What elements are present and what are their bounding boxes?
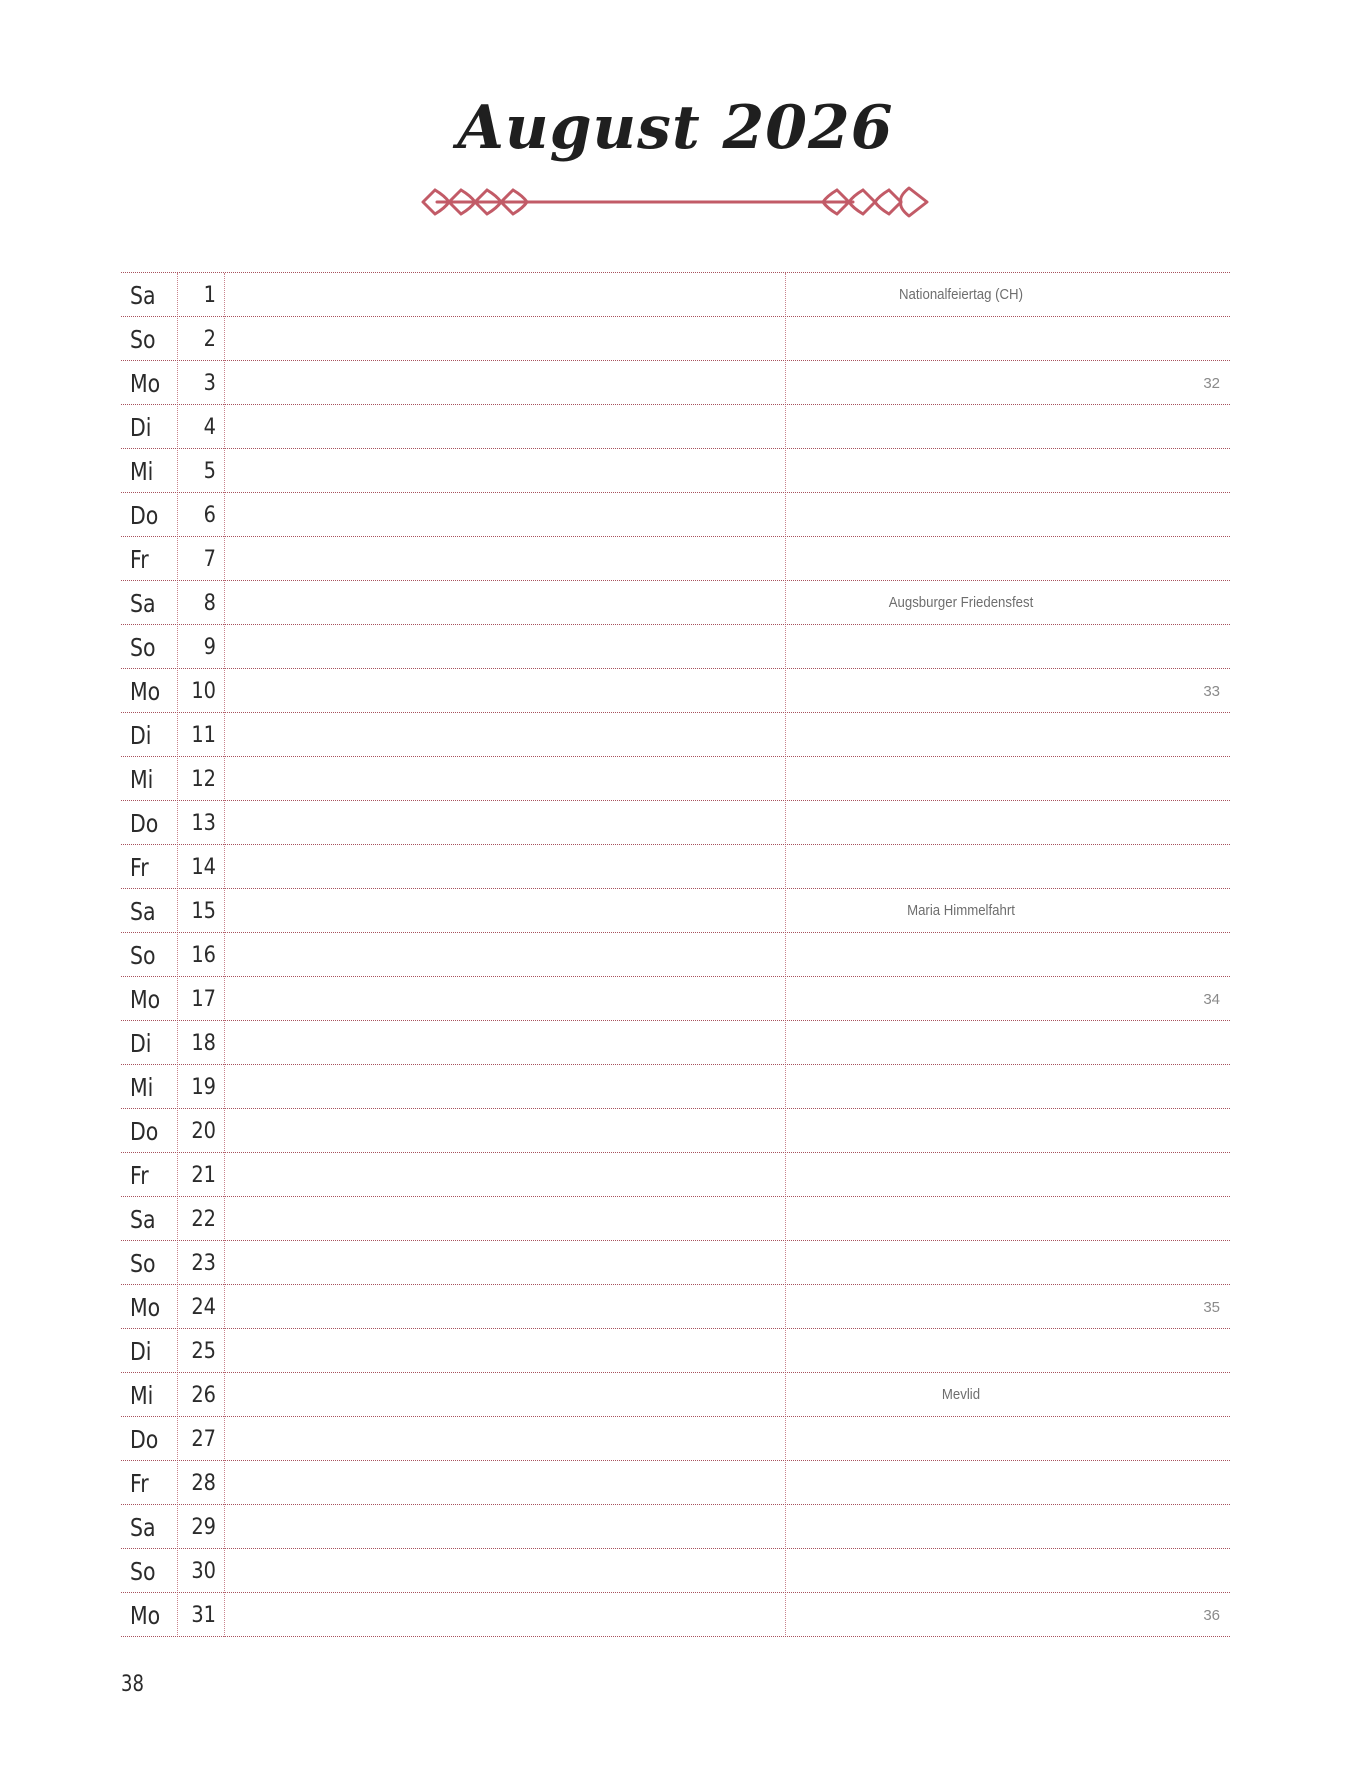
calendar-row[interactable] — [121, 1593, 1230, 1637]
calendar-row[interactable] — [121, 1373, 1230, 1417]
day-number: 8 — [203, 591, 216, 616]
calendar-row[interactable] — [121, 1285, 1230, 1329]
day-number: 29 — [191, 1515, 216, 1540]
weekday-label: Sa — [130, 897, 156, 926]
calendar-row[interactable] — [121, 977, 1230, 1021]
day-number: 4 — [203, 415, 216, 440]
weekday-label: So — [130, 1557, 156, 1586]
calendar-row[interactable] — [121, 1197, 1230, 1241]
calendar-row[interactable] — [121, 889, 1230, 933]
calendar-row[interactable] — [121, 1461, 1230, 1505]
day-number: 25 — [191, 1339, 216, 1364]
calendar-row[interactable] — [121, 449, 1230, 493]
weekday-label: Fr — [130, 1469, 149, 1498]
weekday-label: Di — [130, 721, 152, 750]
weekday-label: Mo — [130, 369, 161, 398]
day-number: 12 — [191, 767, 216, 792]
day-number: 11 — [191, 723, 216, 748]
weekday-label: Mi — [130, 765, 154, 794]
week-number: 34 — [1203, 991, 1220, 1008]
weekday-label: Di — [130, 1337, 152, 1366]
calendar-row[interactable] — [121, 933, 1230, 977]
holiday-label: Mevlid — [941, 1386, 981, 1403]
weekday-label: Mi — [130, 1073, 154, 1102]
calendar-row[interactable] — [121, 1505, 1230, 1549]
weekday-label: Mo — [130, 677, 161, 706]
day-number: 30 — [191, 1559, 216, 1584]
calendar-row[interactable] — [121, 581, 1230, 625]
day-number: 23 — [191, 1251, 216, 1276]
day-number: 26 — [191, 1383, 216, 1408]
calendar-row[interactable] — [121, 1153, 1230, 1197]
week-number: 32 — [1203, 375, 1220, 392]
day-number: 6 — [203, 503, 216, 528]
holiday-label: Nationalfeiertag (CH) — [899, 286, 1023, 303]
day-number: 21 — [191, 1163, 216, 1188]
weekday-label: So — [130, 633, 156, 662]
day-number: 7 — [203, 547, 216, 572]
weekday-label: Sa — [130, 589, 156, 618]
day-number: 10 — [191, 679, 216, 704]
calendar-row[interactable] — [121, 845, 1230, 889]
day-number: 3 — [203, 371, 216, 396]
day-number: 14 — [191, 855, 216, 880]
arrow-divider-icon — [405, 182, 945, 222]
calendar-row[interactable] — [121, 669, 1230, 713]
weekday-label: Sa — [130, 1513, 156, 1542]
calendar-row[interactable] — [121, 273, 1230, 317]
weekday-label: Di — [130, 413, 152, 442]
week-number: 35 — [1203, 1299, 1220, 1316]
weekday-label: So — [130, 1249, 156, 1278]
page-number: 38 — [121, 1672, 144, 1697]
day-number: 20 — [191, 1119, 216, 1144]
week-number: 33 — [1203, 683, 1220, 700]
calendar-row[interactable] — [121, 361, 1230, 405]
calendar-row[interactable] — [121, 801, 1230, 845]
holiday-label: Maria Himmelfahrt — [907, 902, 1015, 919]
day-number: 31 — [191, 1603, 216, 1628]
weekday-label: Mo — [130, 1601, 161, 1630]
calendar-row[interactable] — [121, 713, 1230, 757]
day-number: 28 — [191, 1471, 216, 1496]
day-number: 15 — [191, 899, 216, 924]
page-title: August 2026 — [457, 93, 894, 163]
calendar-row[interactable] — [121, 1329, 1230, 1373]
weekday-label: So — [130, 941, 156, 970]
weekday-label: So — [130, 325, 156, 354]
day-number: 19 — [191, 1075, 216, 1100]
day-number: 1 — [203, 283, 216, 308]
day-number: 27 — [191, 1427, 216, 1452]
calendar-row[interactable] — [121, 625, 1230, 669]
week-number: 36 — [1203, 1607, 1220, 1624]
weekday-label: Do — [130, 501, 159, 530]
calendar-row[interactable] — [121, 1241, 1230, 1285]
calendar-row[interactable] — [121, 1109, 1230, 1153]
calendar-row[interactable] — [121, 405, 1230, 449]
weekday-label: Sa — [130, 281, 156, 310]
day-number: 13 — [191, 811, 216, 836]
day-number: 16 — [191, 943, 216, 968]
weekday-label: Fr — [130, 545, 149, 574]
weekday-label: Do — [130, 1425, 159, 1454]
calendar-row[interactable] — [121, 493, 1230, 537]
calendar-row[interactable] — [121, 1065, 1230, 1109]
calendar-row[interactable] — [121, 1549, 1230, 1593]
weekday-label: Fr — [130, 1161, 149, 1190]
weekday-label: Mi — [130, 1381, 154, 1410]
weekday-label: Di — [130, 1029, 152, 1058]
calendar-row[interactable] — [121, 1021, 1230, 1065]
weekday-label: Fr — [130, 853, 149, 882]
day-number: 17 — [191, 987, 216, 1012]
weekday-label: Mi — [130, 457, 154, 486]
calendar-grid — [121, 272, 1230, 1637]
day-number: 5 — [203, 459, 216, 484]
calendar-row[interactable] — [121, 1417, 1230, 1461]
day-number: 22 — [191, 1207, 216, 1232]
day-number: 9 — [203, 635, 216, 660]
day-number: 24 — [191, 1295, 216, 1320]
weekday-label: Mo — [130, 1293, 161, 1322]
calendar-row[interactable] — [121, 317, 1230, 361]
weekday-label: Sa — [130, 1205, 156, 1234]
weekday-label: Do — [130, 809, 159, 838]
day-number: 2 — [203, 327, 216, 352]
calendar-row[interactable] — [121, 757, 1230, 801]
calendar-row[interactable] — [121, 537, 1230, 581]
weekday-label: Mo — [130, 985, 161, 1014]
day-number: 18 — [191, 1031, 216, 1056]
weekday-label: Do — [130, 1117, 159, 1146]
holiday-label: Augsburger Friedensfest — [888, 594, 1034, 611]
